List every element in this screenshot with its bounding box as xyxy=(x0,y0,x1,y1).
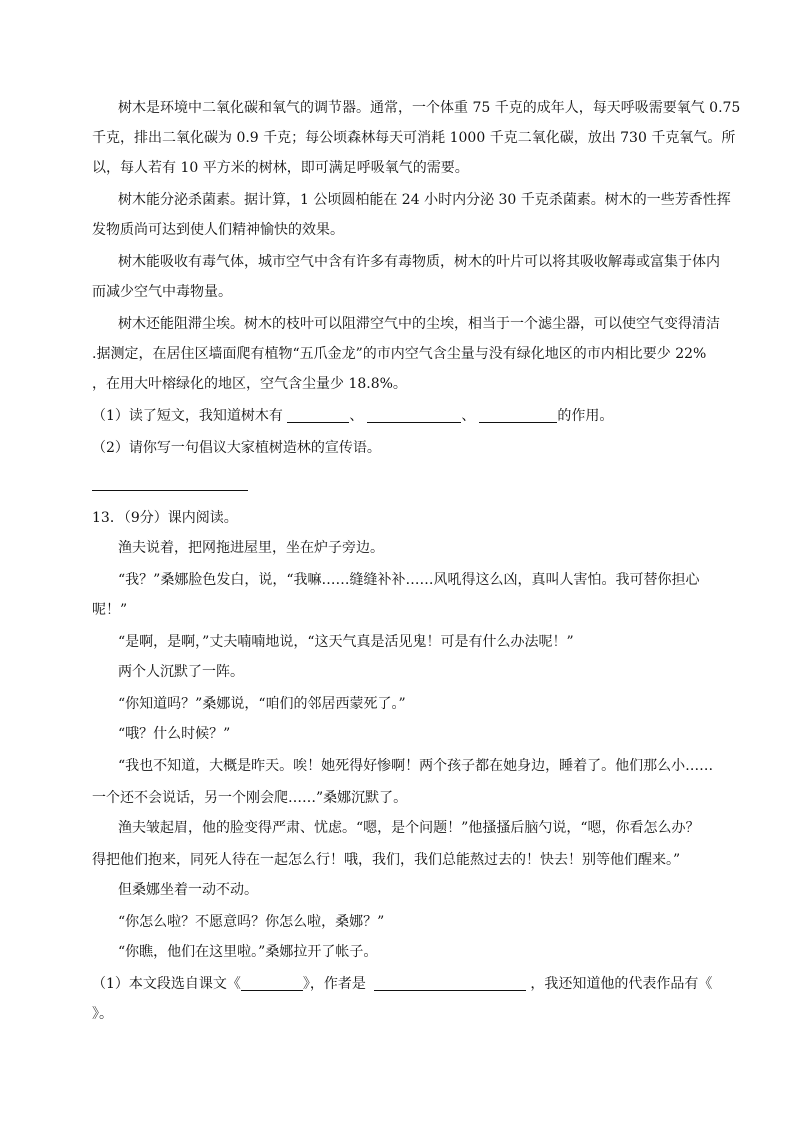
q13-line3: 呢！” xyxy=(92,602,128,618)
p2-line2: 发物质尚可达到使人们精神愉快的效果。 xyxy=(92,222,344,238)
p4-line3: ，在用大叶榕绿化的地区，空气含尘量少 18.8%。 xyxy=(92,376,407,392)
p4-line2: .据测定，在居住区墙面爬有植物“五爪金龙”的市内空气含尘量与没有绿化地区的市内相比要少 22% xyxy=(92,346,707,362)
q13-sub1-end: 》。 xyxy=(92,1006,113,1022)
q13-line7: “哦？什么时候？” xyxy=(118,726,231,742)
q12-sub1-text-d: 的作用。 xyxy=(557,408,614,424)
q13-sub1-text-a: （1）本文段选自课文《 xyxy=(92,976,241,992)
q12-sub1-text-a: （1）读了短文，我知道树木有 xyxy=(92,408,288,424)
q12-sub2: （2）请你写一句倡议大家植树造林的宣传语。 xyxy=(92,440,381,456)
answer-blank[interactable] xyxy=(367,407,461,423)
answer-blank[interactable] xyxy=(241,975,303,991)
q13-line9: 一个还不会说话，另一个刚会爬……”桑娜沉默了。 xyxy=(92,790,408,806)
q13-sub1-text-b: 》，作者是 xyxy=(302,976,371,992)
p1-line1: 树木是环境中二氧化碳和氧气的调节器。通常，一个体重 75 千克的成年人，每天呼吸需要氧气 0.75 xyxy=(118,100,741,116)
answer-line[interactable] xyxy=(92,490,248,491)
answer-blank[interactable] xyxy=(479,407,557,423)
q13-line5: 两个人沉默了一阵。 xyxy=(118,664,244,680)
q13-line14: “你瞧，他们在这里啦。”桑娜拉开了帐子。 xyxy=(118,944,378,960)
q13-line6: “你知道吗？”桑娜说，“咱们的邻居西蒙死了。” xyxy=(118,696,406,712)
q12-sub1-sep-b: 、 xyxy=(349,408,364,424)
q13-line13: “你怎么啦？不愿意吗？你怎么啦，桑娜？” xyxy=(118,914,385,930)
p3-line1: 树木能吸收有毒气体，城市空气中含有许多有毒物质，树木的叶片可以将其吸收解毒或富集于体内 xyxy=(118,254,720,270)
q13-sub1 xyxy=(92,974,712,994)
q13-line10: 渔夫皱起眉，他的脸变得严肃、忧虑。“嗯，是个问题！”他搔搔后脑勺说，“嗯，你看怎么办？ xyxy=(118,820,700,836)
q13-line4: “是啊，是啊，”丈夫喃喃地说，“这天气真是活见鬼！可是有什么办法呢！” xyxy=(118,634,574,650)
q12-sub1-sep-c: 、 xyxy=(461,408,476,424)
q13-header: 13．（9分）课内阅读。 xyxy=(92,510,238,526)
q13-line8: “我也不知道，大概是昨天。唉！她死得好惨啊！两个孩子都在她身边，睡着了。他们那么小…… xyxy=(118,758,714,774)
p1-line3: 以，每人若有 10 平方米的树林，即可满足呼吸氧气的需要。 xyxy=(92,160,469,176)
answer-blank[interactable] xyxy=(374,975,526,991)
p4-line1: 树木还能阻滞尘埃。树木的枝叶可以阻滞空气中的尘埃，相当于一个滤尘器，可以使空气变得清洁 xyxy=(118,316,720,332)
q13-line2: “我？”桑娜脸色发白，说，“我嘛……缝缝补补……风吼得这么凶，真叫人害怕。我可替你担心 xyxy=(118,572,700,588)
q12-sub1 xyxy=(92,406,613,426)
p3-line2: 而减少空气中毒物量。 xyxy=(92,284,232,300)
answer-blank[interactable] xyxy=(287,407,349,423)
q13-line11: 得把他们抱来，同死人待在一起怎么行！哦，我们，我们总能熬过去的！快去！别等他们醒来。” xyxy=(92,852,681,868)
p1-line2: 千克，排出二氧化碳为 0.9 千克；每公顷森林每天可消耗 1000 千克二氧化碳，放出 730 千克氧气。所 xyxy=(92,130,736,146)
q13-sub1-text-c: ，我还知道他的代表作品有《 xyxy=(530,976,713,992)
q13-line12: 但桑娜坐着一动不动。 xyxy=(118,882,258,898)
q13-line1: 渔夫说着，把网拖进屋里，坐在炉子旁边。 xyxy=(118,540,384,556)
p2-line1: 树木能分泌杀菌素。据计算，1 公顷圆柏能在 24 小时内分泌 30 千克杀菌素。树木的一些芳香性挥 xyxy=(118,192,731,208)
